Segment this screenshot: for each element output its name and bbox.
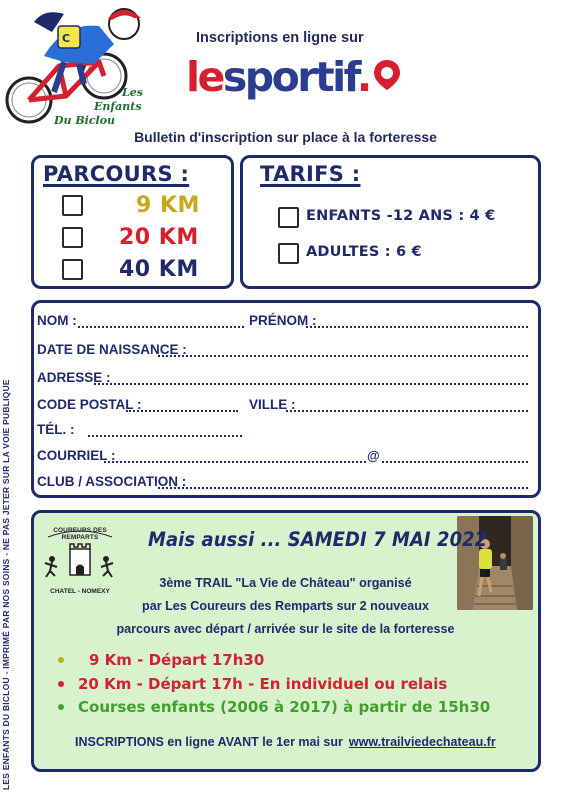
- tarifs-title: TARIFS :: [260, 162, 361, 186]
- event-title: Mais aussi ... SAMEDI 7 MAI 2022: [148, 528, 488, 551]
- parcours-20km-label: 20 KM: [119, 225, 199, 250]
- adresse-field[interactable]: [94, 383, 528, 385]
- adresse-label: ADRESSE :: [37, 370, 111, 385]
- date-naissance-label: DATE DE NAISSANCE :: [37, 342, 187, 357]
- brand-sportif: sportif: [222, 53, 357, 101]
- parcours-title: PARCOURS :: [43, 162, 190, 186]
- club-association-label: CLUB / ASSOCIATION :: [37, 474, 187, 489]
- bullet-enfants-text: Courses enfants (2006 à 2017) à partir de 15h30: [78, 698, 491, 716]
- brand-le: le: [186, 53, 223, 101]
- parcours-40km-label: 40 KM: [119, 257, 199, 282]
- event-description-line2: par Les Coureurs des Remparts sur 2 nouveaux: [142, 599, 429, 613]
- trail-website-link[interactable]: www.trailviedechateau.fr: [348, 735, 496, 749]
- tarif-adultes-label: ADULTES : 6 €: [306, 244, 422, 260]
- prenom-label: PRÉNOM :: [249, 313, 317, 328]
- tarif-enfants-label: ENFANTS -12 ANS : 4 €: [306, 208, 496, 224]
- at-sign: @: [367, 448, 380, 463]
- ville-label: VILLE :: [249, 397, 296, 412]
- bulletin-subtitle: Bulletin d'inscription sur place à la forteresse: [134, 129, 437, 145]
- checkbox-enfants[interactable]: [278, 207, 299, 228]
- remparts-logo-bottom-text: CHATEL - NOMEXY: [50, 588, 110, 595]
- registration-form: [31, 300, 541, 498]
- club-name-line1: Les: [122, 86, 143, 99]
- courriel-user-field[interactable]: [104, 461, 366, 463]
- code-postal-field[interactable]: [126, 410, 238, 412]
- brand-dot: .: [356, 53, 370, 101]
- svg-text:C: C: [62, 32, 71, 45]
- bullet-9km-text: 9 Km - Départ 17h30: [89, 651, 265, 669]
- checkbox-9km[interactable]: [62, 195, 83, 216]
- checkbox-40km[interactable]: [62, 259, 83, 280]
- event-description-line3: parcours avec départ / arrivée sur le site de la forteresse: [116, 622, 455, 636]
- nom-field[interactable]: [78, 326, 244, 328]
- date-naissance-field[interactable]: [158, 355, 528, 357]
- signup-text: INSCRIPTIONS en ligne AVANT le 1er mai sur: [75, 735, 343, 749]
- courriel-label: COURRIEL :: [37, 448, 116, 463]
- map-pin-icon: [372, 58, 402, 92]
- bullet-dot: [58, 704, 64, 710]
- side-note: LES ENFANTS DU BICLOU - IMPRIMÉ PAR NOS SOINS - NE PAS JETER SUR LA VOIE PUBLIQUE: [1, 379, 11, 790]
- bullet-dot: [58, 681, 64, 687]
- bullet-20km-text: 20 Km - Départ 17h - En individuel ou relais: [78, 675, 448, 693]
- online-registration-label: Inscriptions en ligne sur: [196, 30, 364, 46]
- club-logo: [4, 4, 154, 126]
- checkbox-20km[interactable]: [62, 227, 83, 248]
- code-postal-label: CODE POSTAL :: [37, 397, 142, 412]
- club-name-line3: Du Biclou: [54, 114, 116, 127]
- parcours-9km-label: 9 KM: [136, 193, 200, 218]
- event-description-line1: 3ème TRAIL "La Vie de Château" organisé: [159, 576, 412, 590]
- tarifs-box: [240, 155, 541, 289]
- remparts-logo-top-text: COUREURS DES REMPARTS: [53, 527, 107, 541]
- checkbox-adultes[interactable]: [278, 243, 299, 264]
- tel-label: TÉL. :: [37, 422, 75, 437]
- lesportif-logo[interactable]: [186, 54, 402, 106]
- club-name-line2: Enfants: [94, 100, 142, 113]
- prenom-field[interactable]: [306, 326, 528, 328]
- club-association-field[interactable]: [158, 487, 528, 489]
- signup-line: [75, 735, 496, 749]
- bullet-dot: [58, 657, 64, 663]
- ville-field[interactable]: [286, 410, 528, 412]
- courriel-domain-field[interactable]: [382, 461, 528, 463]
- nom-label: NOM :: [37, 313, 77, 328]
- tel-field[interactable]: [88, 435, 242, 437]
- parcours-box: [31, 155, 234, 289]
